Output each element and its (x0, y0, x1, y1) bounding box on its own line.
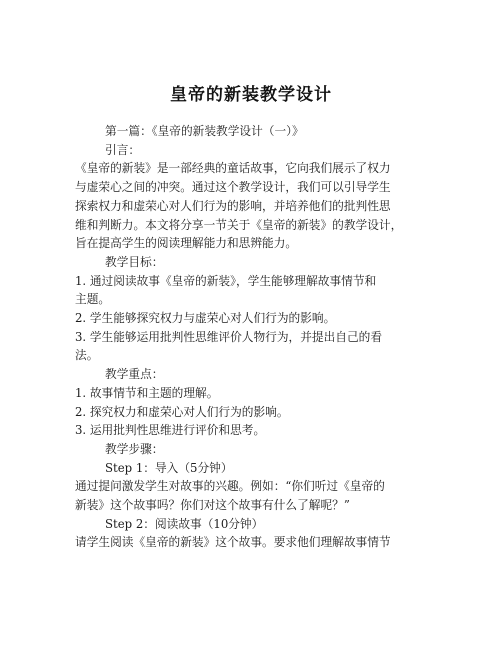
intro-line: 旨在提高学生的阅读理解能力和思辨能力。 (75, 236, 298, 251)
goal-item: 2. 学生能够探究权力与虚荣心对人们行为的影响。 (75, 311, 336, 326)
focus-heading: 教学重点： (105, 367, 164, 382)
step-heading: Step 2：阅读故事（10分钟） (105, 516, 264, 531)
intro-line: 探索权力和虚荣心对人们行为的影响，并培养他们的批判性思 (75, 198, 391, 213)
focus-item: 2. 探究权力和虚荣心对人们行为的影响。 (75, 404, 289, 419)
goal-item: 3. 学生能够运用批判性思维评价人物行为，并提出自己的看 (75, 329, 383, 344)
step-text: 请学生阅读《皇帝的新装》这个故事。要求他们理解故事情节 (75, 535, 391, 550)
intro-heading: 引言： (105, 142, 141, 157)
steps-heading: 教学步骤： (105, 441, 164, 456)
intro-line: 与虚荣心之间的冲突。通过这个教学设计，我们可以引导学生 (75, 180, 391, 195)
intro-line: 《皇帝的新装》是一部经典的童话故事，它向我们展示了权力 (75, 161, 391, 176)
goal-item-continued: 主题。 (75, 292, 111, 307)
intro-line: 维和判断力。本文将分享一节关于《皇帝的新装》的教学设计， (75, 217, 403, 232)
goals-heading: 教学目标： (105, 254, 164, 269)
step-heading: Step 1：导入（5分钟） (105, 460, 233, 475)
document-title: 皇帝的新装教学设计 (170, 85, 332, 105)
step-text: 通过提问激发学生对故事的兴趣。例如：“你们听过《皇帝的 (75, 479, 385, 494)
focus-item: 3. 运用批判性思维进行评价和思考。 (75, 423, 266, 438)
goal-item: 1. 通过阅读故事《皇帝的新装》，学生能够理解故事情节和 (75, 273, 377, 288)
document-body (75, 122, 430, 552)
step-text: 新装》这个故事吗？你们对这个故事有什么了解呢？” (75, 498, 350, 513)
focus-item: 1. 故事情节和主题的理解。 (75, 385, 219, 400)
chapter-heading: 第一篇：《皇帝的新装教学设计（一）》 (105, 124, 304, 138)
goal-item-continued: 法。 (75, 348, 99, 363)
